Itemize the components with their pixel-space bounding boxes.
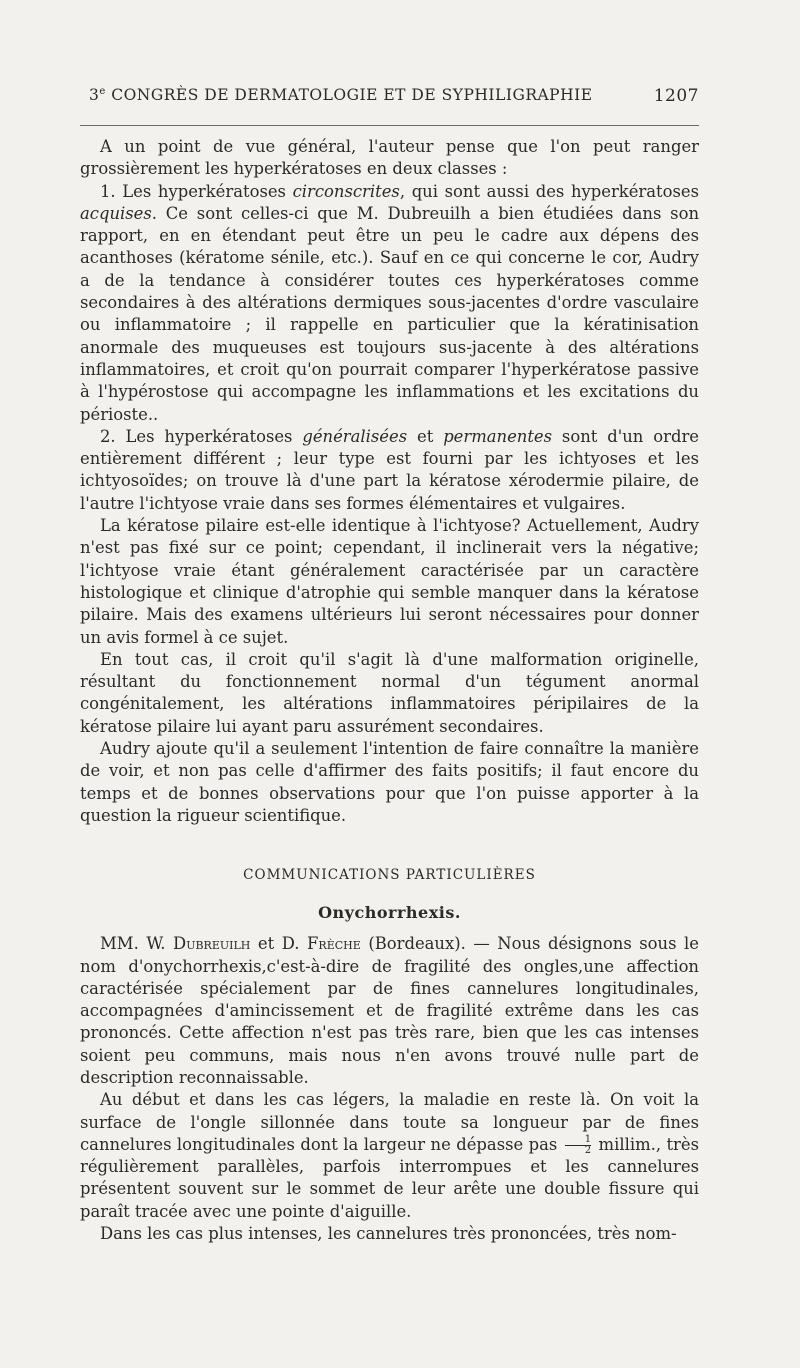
article-title: Onychorrhexis. [318,903,461,923]
italic-run: généralisées [302,426,408,446]
paragraph-debut [80,1089,699,1223]
paragraph-onychorrhexis-intro [80,933,699,1089]
page-body [80,136,699,1245]
text-run: , qui sont aussi des hyperkératoses [399,181,700,201]
text-run: MM. W. [100,934,174,954]
header-title [89,86,593,104]
paragraph-cas-intenses: Dans les cas plus intenses, les cannelures très prononcées, très nom- [100,1224,677,1244]
text-run: (Bordeaux). — Nous désignons sous le nom d'onychorrhexis,c'est-à-dire de fragilité des ongles,une affection caractérisée spécialement par de fines cannelures longitudinales, accompagnées d'amincissement et de fragilité extrême dans les cas prononcés. Cette affection n'est pas très rare, bien que les cas intenses soient peu communs, mais nous n'en avons trouvé nulle part de description reconnaissable. [80,934,700,1087]
header-ordinal: 3 [89,86,100,105]
fraction-numerator: 1 [584,1133,592,1145]
text-run: et [407,426,444,446]
text-run: 2. Les hyperkératoses [100,426,303,446]
fraction-half [565,1135,591,1156]
paragraph-malformation: En tout cas, il croit qu'il s'agit là d'une malformation originelle, résultant du fonctionnement normal d'un tégument anormal congénitalement, les altérations inflammatoires péripilaires de la kératose pilaire lui ayant paru assurément secondaires. [80,649,699,736]
italic-run: acquises [80,203,152,223]
header-title-text: CONGRÈS DE DERMATOLOGIE ET DE SYPHILIGRAPHIE [105,86,593,105]
paragraph-circonscrites [80,181,699,426]
paragraph-generalisees [80,426,699,515]
text-run: 1. Les hyperkératoses [100,181,293,201]
text-run: . Ce sont celles-ci que M. Dubreuilh a bien étudiées dans son rapport, en en étendant peut être un peu le cadre aux dépens des acanthoses (kératome sénile, etc.). Sauf en ce qui concerne le cor, Audry a de la tendance à considérer toutes ces hyperkératoses comme secondaires à des altérations dermiques sous-jacentes d'ordre vasculaire ou inflammatoire ; il rappelle en particulier que la kératinisation anormale des muqueuses est toujours sus-jacente à des altérations inflammatoires, et croit qu'on pourrait comparer l'hyperkératose passive à l'hypérostose qui accompagne les inflammations et les excitations du périoste.. [80,203,699,424]
paragraph-intro: A un point de vue général, l'auteur pense que l'on peut ranger grossièrement les hyperkératoses en deux classes : [80,137,699,179]
text-run: et D. [250,934,308,954]
fraction-denominator: 2 [565,1145,591,1156]
running-header [80,86,699,114]
page-number: 1207 [653,86,699,106]
text-run: sont d'un ordre entièrement différent ; leur type est fourni par les ichtyoses et les ichtyosoïdes; on trouve là d'une part la kératose xérodermie pilaire, de l'autre l'ichtyose vraie dans ses formes élémentaires et vulgaires. [80,426,699,513]
text-run: millim., très régulièrement parallèles, parfois interrompues et les cannelures présentent souvent sur le sommet de leur arête une double fissure qui paraît tracée avec une pointe d'aiguille. [80,1134,699,1221]
paragraph-keratose-pilaire: La kératose pilaire est-elle identique à l'ichtyose? Actuellement, Audry n'est pas fixé sur ce point; cependant, il inclinerait vers la négative; l'ichtyose vraie étant généralement caractérisée par un caractère histologique et clinique d'atrophie qui semble manquer dans la kératose pilaire. Mais des examens ultérieurs lui seront nécessaires pour donner un avis formel à ce sujet. [80,516,699,647]
author-name: Dubreuilh [173,934,251,954]
paragraph-audry-conclusion: Audry ajoute qu'il a seulement l'intention de faire connaître la manière de voir, et non pas celle d'affirmer des faits positifs; il faut encore du temps et de bonnes observations pour que l'on puisse apporter à la question la rigueur scientifique. [80,739,699,825]
italic-run: permanentes [443,426,553,446]
text-run: Au début et dans les cas légers, la maladie en reste là. On voit la surface de l'ongle sillonnée dans toute sa longueur par de fines cannelures longitudinales dont la largeur ne dépasse pas [80,1090,699,1154]
section-heading: COMMUNICATIONS PARTICULIÈRES [243,867,536,884]
header-rule [80,125,699,126]
italic-run: circonscrites [292,181,400,201]
author-name: Frèche [307,934,361,954]
header-ordinal-sup: e [99,86,106,97]
